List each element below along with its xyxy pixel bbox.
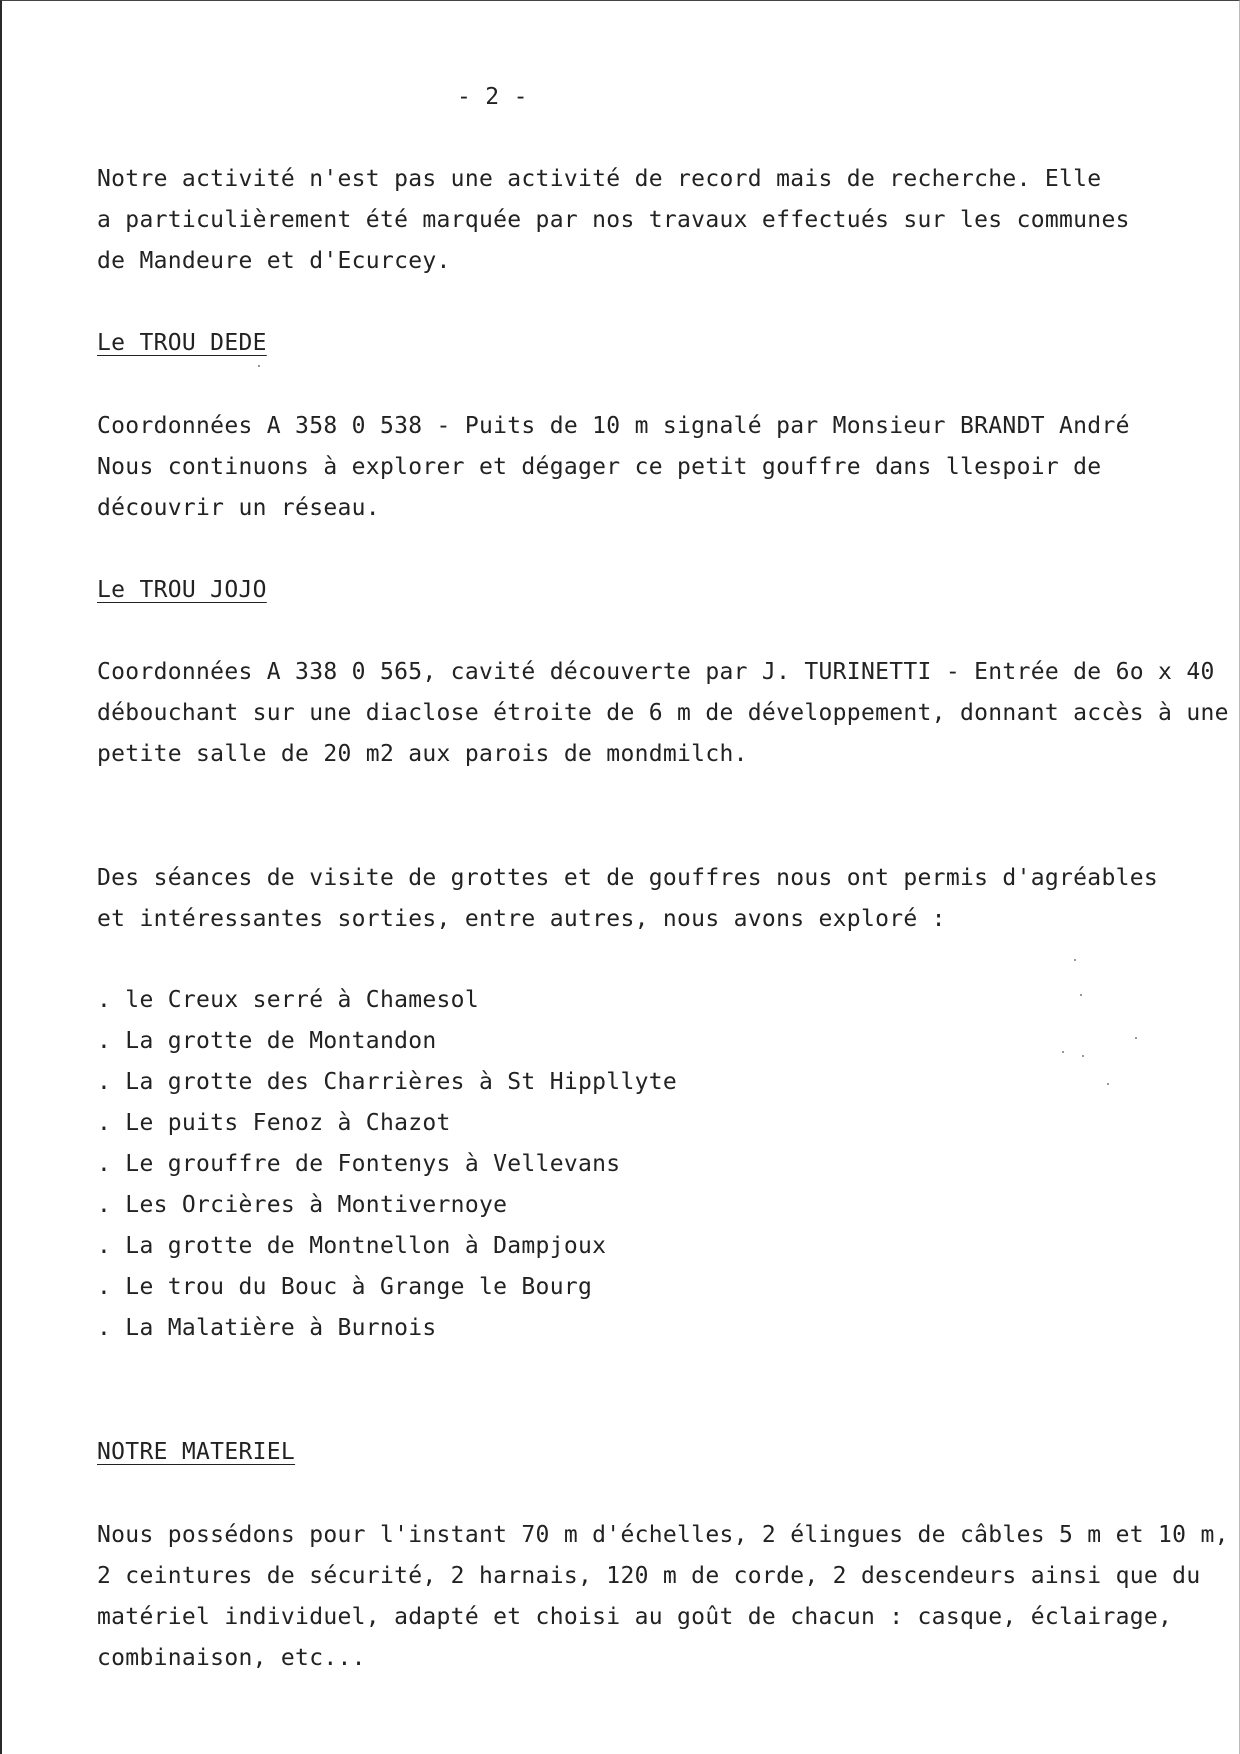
scan-speck — [258, 365, 260, 367]
text-line: de Mandeure et d'Ecurcey. — [97, 248, 451, 274]
text-line: et intéressantes sorties, entre autres, nous avons exploré : — [97, 906, 946, 932]
list-item: . La grotte de Montnellon à Dampjoux — [97, 1233, 607, 1259]
text-line: a particulièrement été marquée par nos travaux effectués sur les communes — [97, 207, 1130, 233]
text-line: Coordonnées A 338 0 565, cavité découverte par J. TURINETTI - Entrée de 6o x 40 — [97, 659, 1215, 685]
page-number: - 2 - — [457, 84, 528, 110]
list-item: . Le grouffre de Fontenys à Vellevans — [97, 1151, 621, 1177]
list-item: . La grotte de Montandon — [97, 1028, 437, 1054]
text-line: Coordonnées A 358 0 538 - Puits de 10 m signalé par Monsieur BRANDT André — [97, 413, 1130, 439]
section-heading: Le TROU JOJO — [97, 577, 267, 603]
text-line: petite salle de 20 m2 aux parois de mondmilch. — [97, 741, 748, 767]
text-line: Nous continuons à explorer et dégager ce petit gouffre dans llespoir de — [97, 454, 1102, 480]
text-line: Des séances de visite de grottes et de gouffres nous ont permis d'agréables — [97, 865, 1159, 891]
scan-speck — [1074, 959, 1076, 961]
text-line: débouchant sur une diaclose étroite de 6 m de développement, donnant accès à une — [97, 700, 1229, 726]
text-line: matériel individuel, adapté et choisi au goût de chacun : casque, éclairage, — [97, 1604, 1173, 1630]
text-line: Nous possédons pour l'instant 70 m d'échelles, 2 élingues de câbles 5 m et 10 m, — [97, 1522, 1229, 1548]
list-item: . Le trou du Bouc à Grange le Bourg — [97, 1274, 593, 1300]
scan-speck — [1062, 1051, 1064, 1053]
text-line: combinaison, etc... — [97, 1645, 366, 1671]
text-line: 2 ceintures de sécurité, 2 harnais, 120 m de corde, 2 descendeurs ainsi que du — [97, 1563, 1201, 1589]
list-item: . Le puits Fenoz à Chazot — [97, 1110, 451, 1136]
scan-speck — [1107, 1083, 1109, 1085]
section-heading: NOTRE MATERIEL — [97, 1439, 296, 1465]
list-item: . Les Orcières à Montivernoye — [97, 1192, 508, 1218]
section-heading: Le TROU DEDE — [97, 330, 267, 356]
scan-speck — [1080, 994, 1082, 996]
scan-speck — [1135, 1037, 1137, 1039]
scan-speck — [1082, 1055, 1084, 1057]
list-item: . La grotte des Charrières à St Hippllyte — [97, 1069, 678, 1095]
text-line: découvrir un réseau. — [97, 495, 380, 521]
list-item: . le Creux serré à Chamesol — [97, 987, 479, 1013]
list-item: . La Malatière à Burnois — [97, 1315, 437, 1341]
text-line: Notre activité n'est pas une activité de record mais de recherche. Elle — [97, 166, 1102, 192]
